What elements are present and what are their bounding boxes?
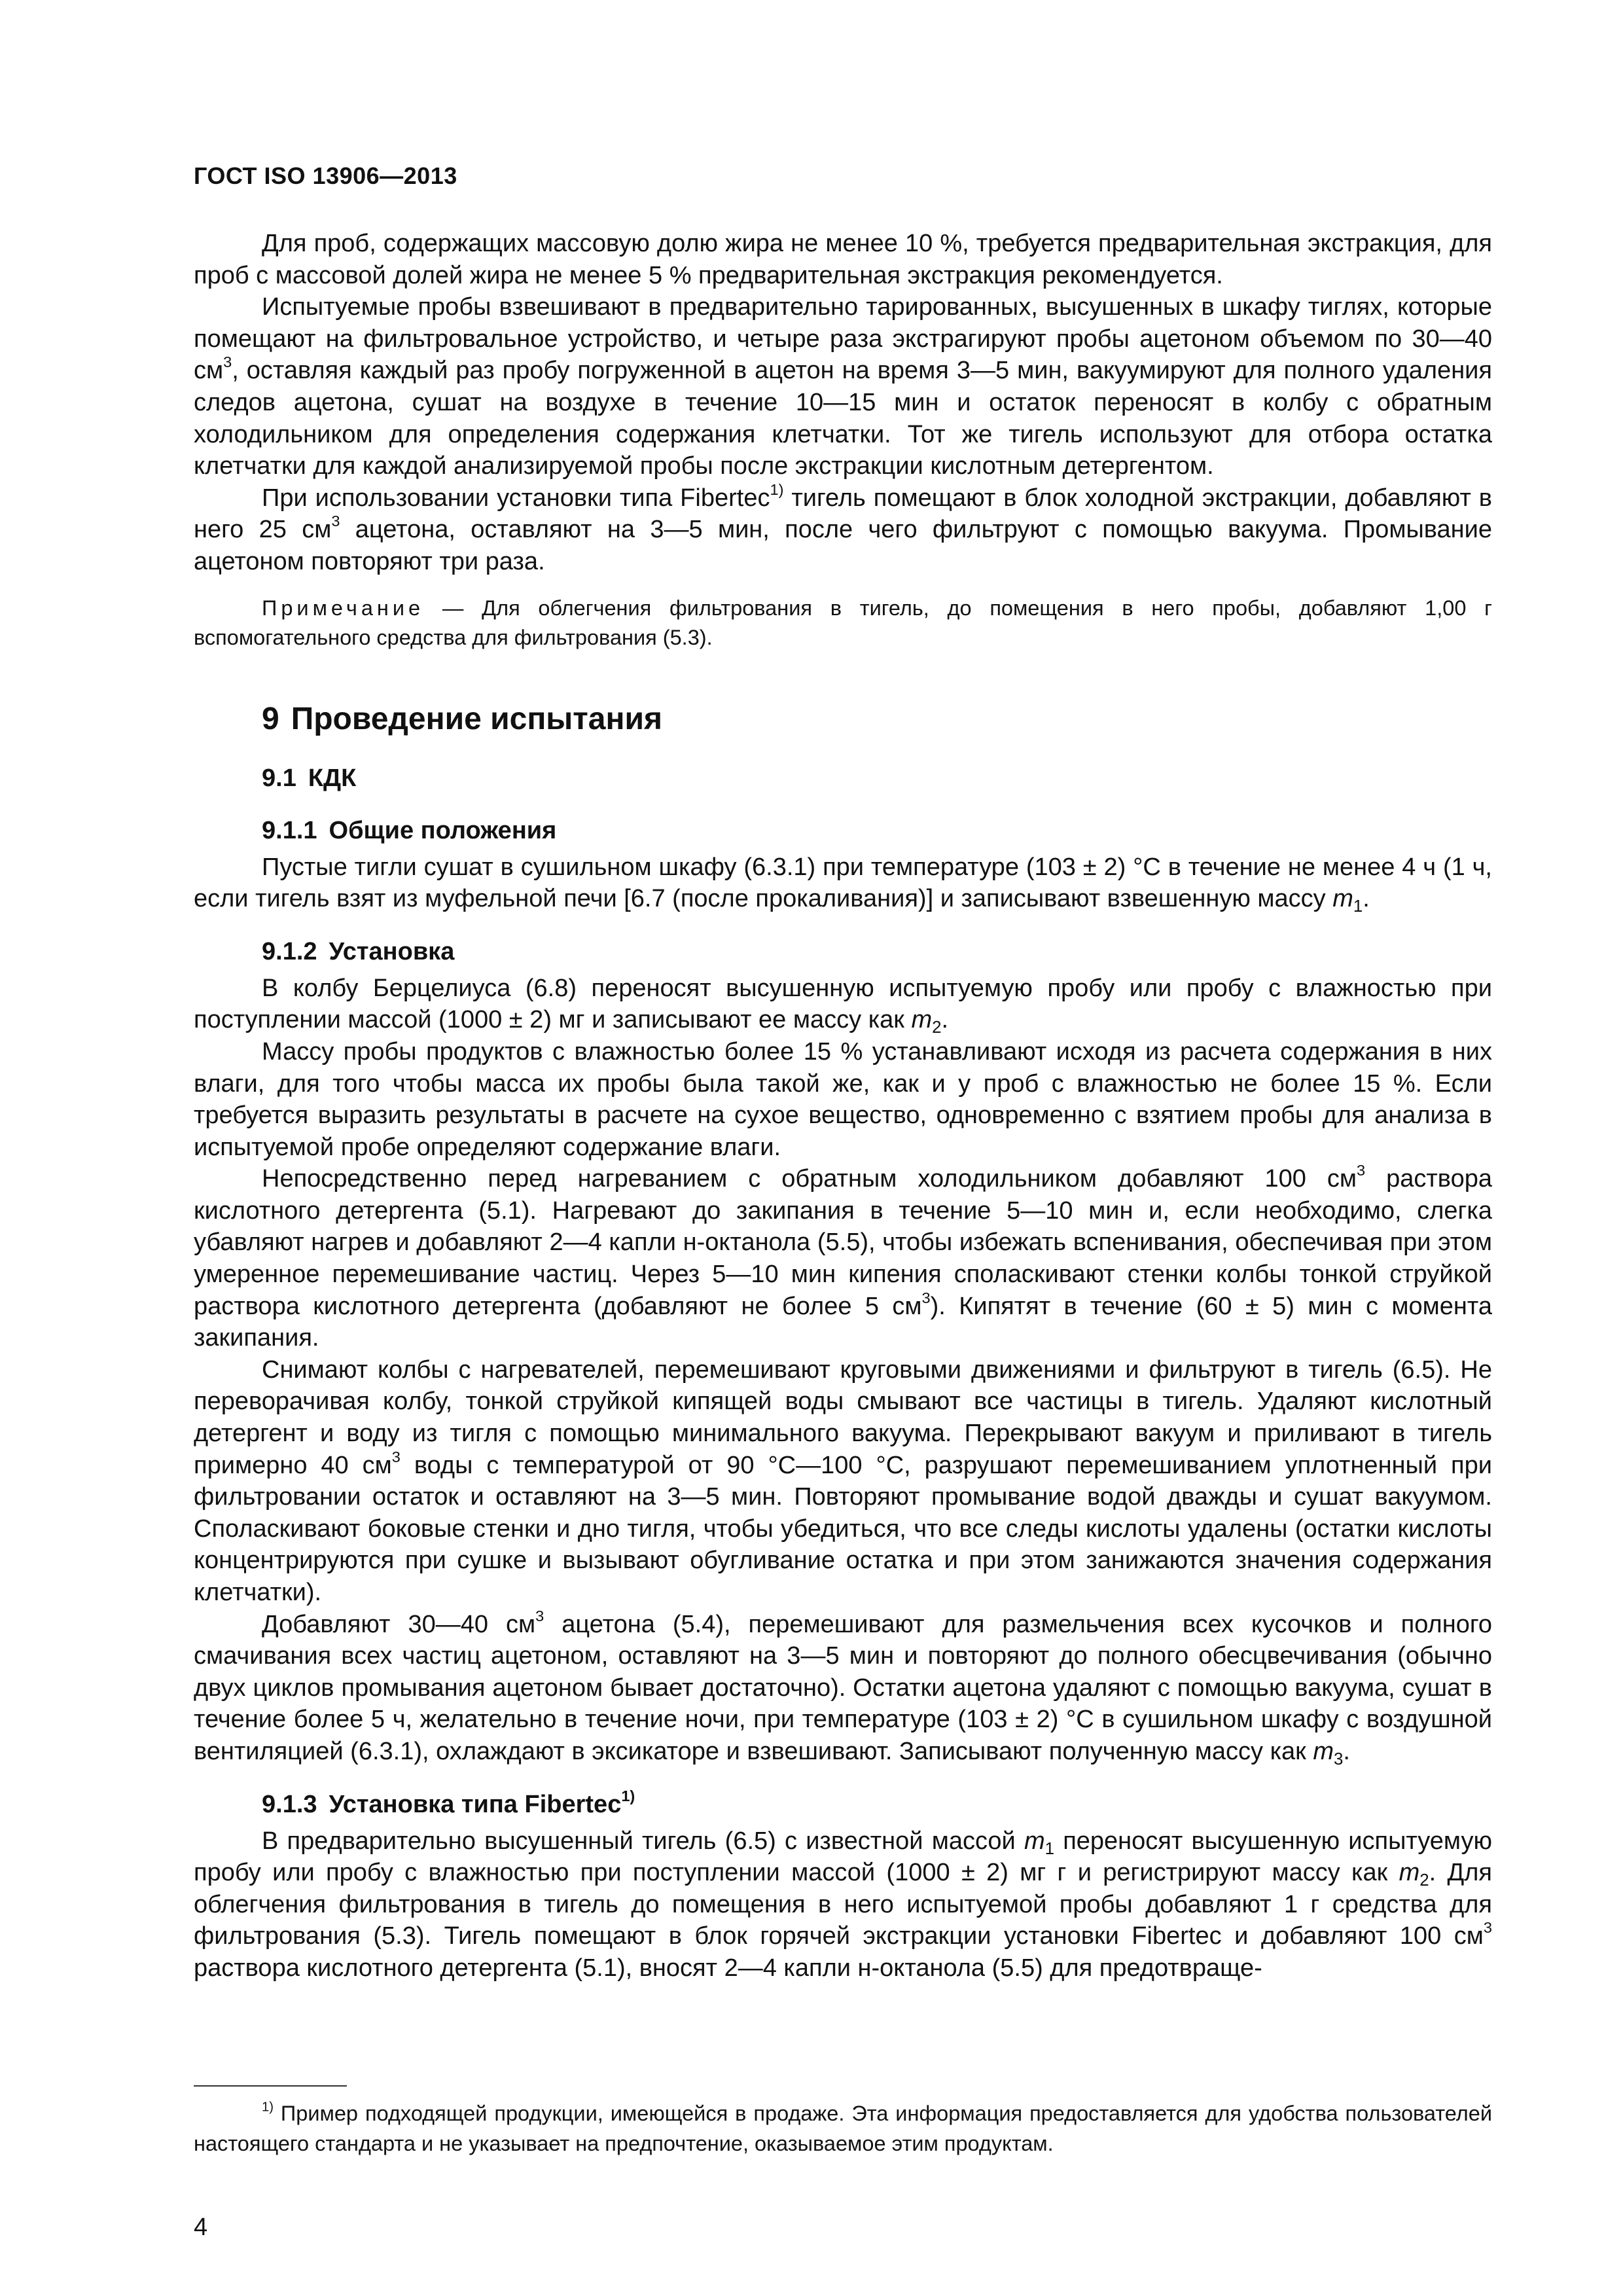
section-heading-9: 9 Проведение испытания xyxy=(262,701,663,736)
superscript: 3 xyxy=(223,353,232,371)
paragraph-berzelius-flask: В колбу Берцелиуса (6.8) переносят высушенную испытуемую пробу или пробу с влажностью при поступлении массой (1000 ± 2) мг и записывают ее массу как $m_2$. xyxy=(194,974,1492,1037)
paragraph-empty-crucibles: Пустые тигли сушат в сушильном шкафу (6.3.1) при температуре (103 ± 2) °С в течение не менее 4 ч (1 ч, если тигель взят из муфельной печи [6.7 (после прокаливания)] и записывают взвешенную массу $m_1$. xyxy=(194,853,1492,916)
paragraph-heating: Непосредственно перед нагреванием с обратным холодильником добавляют 100 $см^3$ раствора кислотного детергента (5.1). Нагревают до закипания в течение 5—10 мин и, если необходимо, слегка убавляют нагрев и добавляют 2—4 капли н-октанола (5.5), чтобы избежать вспенивания, обеспечивая при этом умеренное перемешивание частиц. Через 5—10 мин кипения споласкивают стенки колбы тонкой струйкой раствора кислотного детергента (добавляют не более 5 $см^3$). Кипятят в течение (60 ± 5) мин с момента закипания. xyxy=(194,1162,1492,1352)
footnote-ref[interactable]: 1) xyxy=(770,480,784,498)
footnote xyxy=(194,2098,1492,2159)
document-header: ГОСТ ISO 13906—2013 xyxy=(194,162,457,189)
paragraph-acetone-washing: Испытуемые пробы взвешивают в предварительно тарированных, высушенных в шкафу тиглях, которые помещают на фильтровальное устройство, и четыре раза экстрагируют пробы ацетоном объемом по 30—40 $см^3$, оставляя каждый раз пробу погруженной в ацетон на время 3—5 мин, вакуумируют для полного удаления следов ацетона, сушат на воздухе в течение 10—15 мин и остаток переносят в колбу с обратным холодильником для определения содержания клетчатки. Тот же тигель используют для отбора остатка клетчатки для каждой анализируемой пробы после экстракции кислотным детергентом. xyxy=(194,293,1492,480)
paragraph-fibertec-hot: В предварительно высушенный тигель (6.5) с известной массой $m_1$ переносят высушенную испытуемую пробу или пробу с влажностью при поступлении массой (1000 ± 2) мг г и регистрируют массу как $m_2$. Для облегчения фильтрования в тигель до помещения в него испытуемой пробы добавляют 1 г средства для фильтрования (5.3). Тигель помещают в блок горячей экстракции установки Fibertec и добавляют 100 $см^3$ раствора кислотного детергента (5.1), вносят 2—4 капли н-октанола (5.5) для предотвраще- xyxy=(194,1827,1492,1982)
paragraph-filtering: Снимают колбы с нагревателей, перемешивают круговыми движениями и фильтруют в тигель (6.5). Не переворачивая колбу, тонкой струйкой кипящей воды смывают все частицы в тигель. Удаляют кислотный детергент и воду из тигля с помощью минимального вакуума. Перекрывают вакуум и приливают в тигель примерно 40 $см^3$ воды с температурой от 90 °С—100 °С, разрушают перемешиванием уплотненный при фильтровании остаток и оставляют на 3—5 мин. Повторяют промывание водой дважды и сушат вакуумом. Споласкивают боковые стенки и дно тигля, чтобы убедиться, что все следы кислоты удалены (остатки кислоты концентрируются при сушке и вызывают обугливание остатка и при этом занижаются значения содержания клетчатки). xyxy=(194,1355,1492,1606)
section-heading-9-1-1: 9.1.1 Общие положения xyxy=(262,816,557,844)
paragraph-fibertec-cold: При использовании установки типа Fibertec$^{1)}$ тигель помещают в блок холодной экстракции, добавляют в него 25 $см^3$ ацетона, оставляют на 3—5 мин, после чего фильтруют с помощью вакуума. Промывание ацетоном повторяют три раза. xyxy=(194,480,1492,575)
footnote-ref[interactable]: 1) xyxy=(621,1787,635,1804)
superscript: 3 xyxy=(331,512,340,530)
paragraph-acetone-drying: Добавляют 30—40 $см^3$ ацетона (5.4), перемешивают для размельчения всех кусочков и полного смачивания всех частиц ацетоном, оставляют на 3—5 мин и повторяют до полного обесцвечивания (обычно двух циклов промывания ацетоном бывает достаточно). Остатки ацетона удаляют с помощью вакуума, сушат в течение более 5 ч, желательно в течение ночи, при температуре (103 ± 2) °С в сушильном шкафу с воздушной вентиляцией (6.3.1), охлаждают в эксикаторе и взвешивают. Записывают полученную массу как $m_3$. xyxy=(194,1607,1492,1768)
note: Примечание — Для облегчения фильтрования в тигель, до помещения в него пробы, добавляют 1,00 г вспомогательного средства для фильтрования (5.3). xyxy=(194,596,1492,649)
section-heading-9-1: 9.1 КДК xyxy=(262,764,357,792)
section-heading-9-1-3: 9.1.3 Установка типа Fibertec$^{1)}$ xyxy=(262,1787,635,1818)
paragraph-fat-extraction: Для проб, содержащих массовую долю жира не менее 10 %, требуется предварительная экстракция, для проб с массовой долей жира не менее 5 % предварительная экстракция рекомендуется. xyxy=(194,230,1492,289)
section-heading-9-1-2: 9.1.2 Установка xyxy=(262,937,455,965)
footnote-divider xyxy=(194,2085,347,2087)
footnote-mark: 1) xyxy=(262,2100,274,2115)
paragraph-moisture: Массу пробы продуктов с влажностью более 15 % устанавливают исходя из расчета содержания в них влаги, для того чтобы масса их пробы была такой же, как и у проб с влажностью не более 15 %. Если требуется выразить результаты в расчете на сухое вещество, одновременно с взятием пробы для анализа в испытуемой пробе определяют содержание влаги. xyxy=(194,1037,1492,1161)
footnote-text: Пример подходящей продукции, имеющейся в продаже. Эта информация предоставляется для удобства пользователей настоящего стандарта и не указывает на предпочтение, оказываемое этим продуктам. xyxy=(194,2102,1492,2155)
page-body xyxy=(194,228,1492,1984)
note-label: Примечание xyxy=(262,596,425,620)
page-number: 4 xyxy=(194,2214,208,2241)
